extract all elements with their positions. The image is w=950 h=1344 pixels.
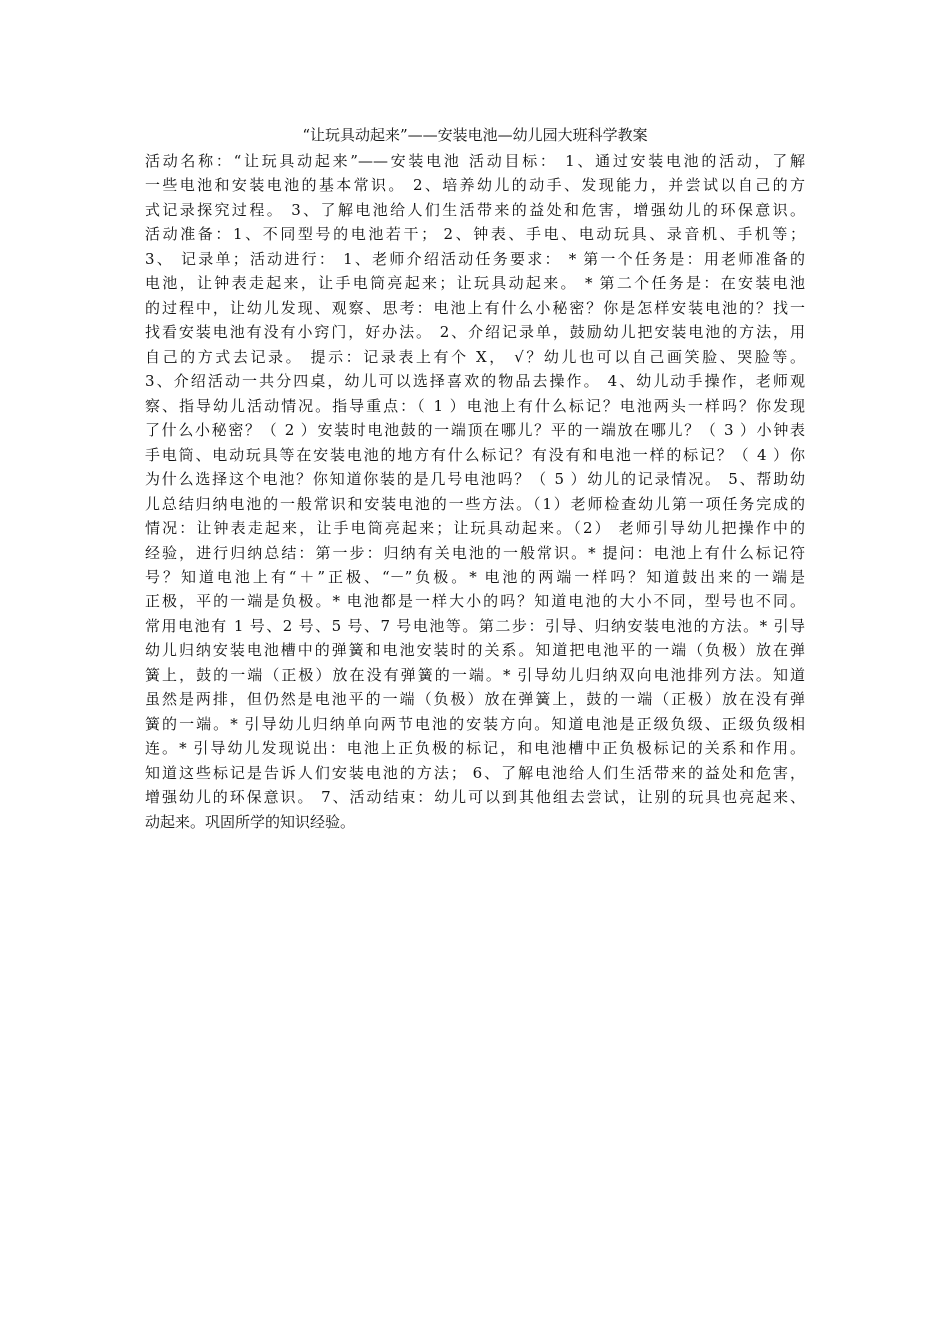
body-line: 常用电池有 1 号、2 号、5 号、7 号电池等。第二步：引导、归纳安装电池的方法。* 引导 (145, 616, 805, 635)
body-line: 簧的一端。* 引导幼儿归纳单向两节电池的安装方向。知道电池是正级负级、正级负级相 (145, 714, 805, 733)
body-line: 3、介绍活动一共分四桌，幼儿可以选择喜欢的物品去操作。 4、幼儿动手操作，老师观 (145, 372, 805, 391)
body-line: 儿总结归纳电池的一般常识和安装电池的一些方法。（1）老师检查幼儿第一项任务完成的 (145, 494, 805, 513)
body-line: 增强幼儿的环保意识。 7、活动结束：幼儿可以到其他组去尝试，让别的玩具也亮起来、 (145, 788, 805, 807)
body-line: 找看安装电池有没有小窍门，好办法。 2、介绍记录单，鼓励幼儿把安装电池的方法，用 (145, 323, 805, 342)
body-line: 经验，进行归纳总结：第一步：归纳有关电池的一般常识。* 提问：电池上有什么标记符 (145, 543, 805, 562)
body-line: 察、指导幼儿活动情况。指导重点：（ 1 ）电池上有什么标记？电池两头一样吗？你发现 (145, 396, 805, 415)
body-line: 号？知道电池上有“＋”正极、“－”负极。* 电池的两端一样吗？知道鼓出来的一端是 (145, 567, 805, 586)
body-line: 自己的方式去记录。 提示：记录表上有个 X， √？幼儿也可以自己画笑脸、哭脸等。 (145, 347, 805, 366)
body-line: 手电筒、电动玩具等在安装电池的地方有什么标记？有没有和电池一样的标记？（ 4 ）你 (145, 445, 805, 464)
body-line: 3、 记录单；活动进行： 1、老师介绍活动任务要求： * 第一个任务是：用老师准备的 (145, 249, 805, 268)
document-body (145, 149, 805, 834)
body-line: 一些电池和安装电池的基本常识。 2、培养幼儿的动手、发现能力，并尝试以自己的方 (145, 176, 805, 195)
body-line: 知道这些标记是告诉人们安装电池的方法； 6、了解电池给人们生活带来的益处和危害， (145, 763, 805, 782)
body-line: 的过程中，让幼儿发现、观察、思考：电池上有什么小秘密？你是怎样安装电池的？找一 (145, 298, 805, 317)
body-line: 虽然是两排，但仍然是电池平的一端（负极）放在弹簧上，鼓的一端（正极）放在没有弹 (145, 690, 805, 709)
body-line: 电池，让钟表走起来，让手电筒亮起来；让玩具动起来。 * 第二个任务是：在安装电池 (145, 274, 805, 293)
body-line: 活动名称：“让玩具动起来”——安装电池 活动目标： 1、通过安装电池的活动，了解 (145, 152, 805, 170)
body-line: 簧上，鼓的一端（正极）放在没有弹簧的一端。* 引导幼儿归纳双向电池排列方法。知道 (145, 665, 805, 684)
body-line: 了什么小秘密？（ 2 ）安装时电池鼓的一端顶在哪儿？平的一端放在哪儿？（ 3 ）小钟表 (145, 421, 805, 440)
body-line: 式记录探究过程。 3、了解电池给人们生活带来的益处和危害，增强幼儿的环保意识。 (145, 200, 805, 219)
body-line: 情况：让钟表走起来，让手电筒亮起来；让玩具动起来。（2） 老师引导幼儿把操作中的 (145, 519, 805, 538)
body-line: 动起来。巩固所学的知识经验。 (145, 812, 356, 831)
body-line: 连。* 引导幼儿发现说出：电池上正负极的标记，和电池槽中正负极标记的关系和作用。 (145, 739, 805, 758)
body-line: 正极，平的一端是负极。* 电池都是一样大小的吗？知道电池的大小不同，型号也不同。 (145, 592, 805, 611)
body-line: 活动准备：1、不同型号的电池若干； 2、钟表、手电、电动玩具、录音机、手机等； (145, 225, 805, 244)
document-title: “让玩具动起来”——安装电池—幼儿园大班科学教案 (302, 126, 648, 144)
body-line: 幼儿归纳安装电池槽中的弹簧和电池安装时的关系。知道把电池平的一端（负极）放在弹 (145, 641, 805, 660)
body-line: 为什么选择这个电池？你知道你装的是几号电池吗？（ 5 ）幼儿的记录情况。 5、帮助幼 (145, 470, 805, 489)
